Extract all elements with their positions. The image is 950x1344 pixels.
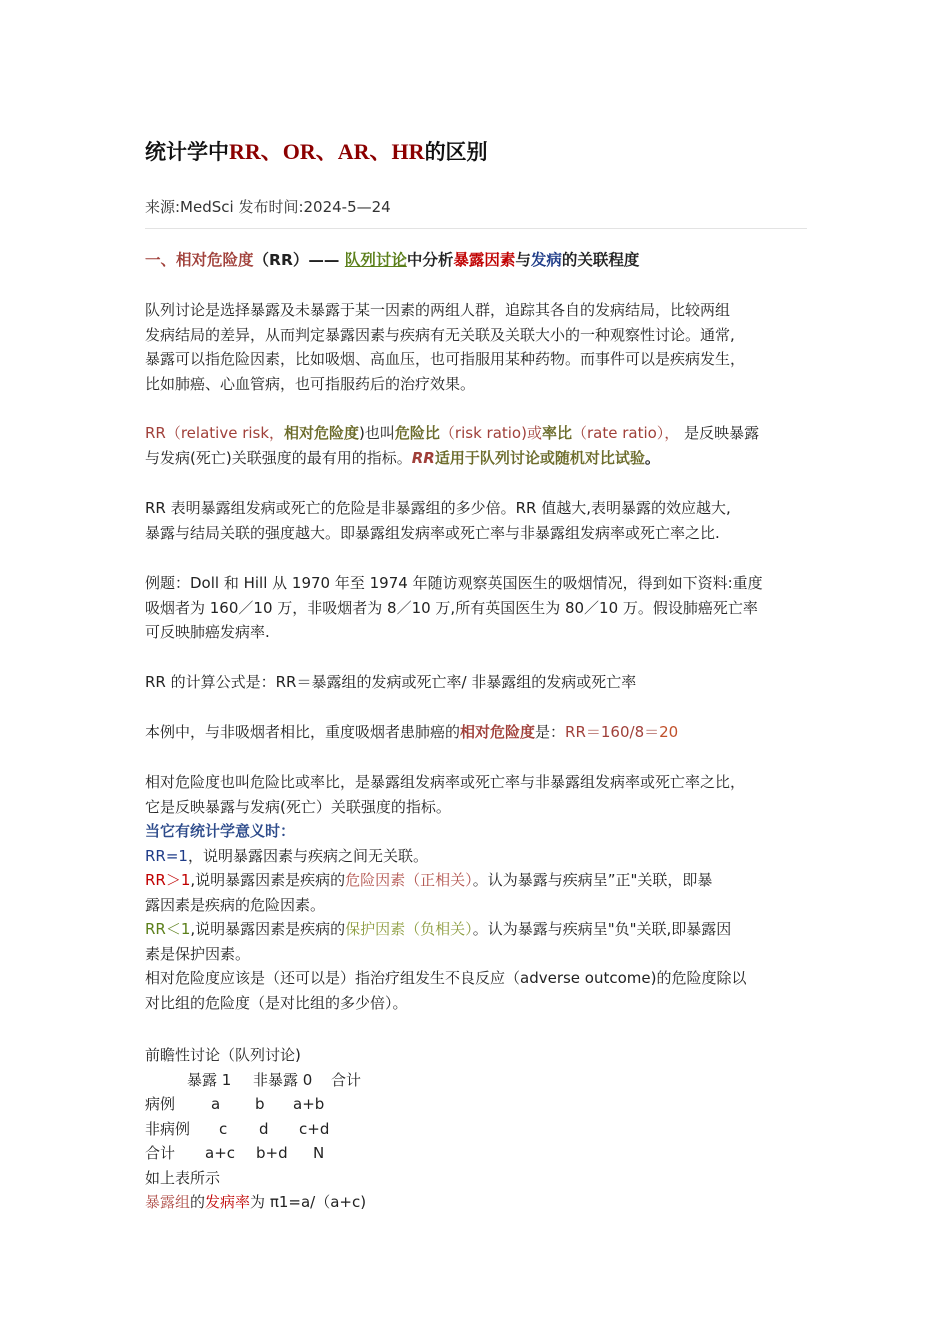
table-cell: a+c xyxy=(205,1144,236,1162)
table-cell: c+d xyxy=(299,1119,330,1138)
title-prefix: 统计学中 xyxy=(145,140,229,164)
table-cell: c xyxy=(219,1119,228,1138)
text-line: 吸烟者为 160／10 万，非吸烟者为 8／10 万,所有英国医生为 80／10 万。假设肺癌死亡率 xyxy=(145,598,758,617)
rr-def-c: )也叫 xyxy=(359,424,395,442)
table-row xyxy=(145,1117,807,1142)
text-line: 可反映肺癌发病率. xyxy=(145,623,270,641)
text-line: 它是反映暴露与发病(死亡）关联强度的指标。 xyxy=(145,797,451,816)
significance-heading: 当它有统计学意义时： xyxy=(145,822,296,840)
rr-def-h: 是反映暴露 xyxy=(679,424,760,442)
section-num: 一、 xyxy=(145,251,177,269)
text-line: 比如肺癌、心血管病，也可指服药后的治疗效果。 xyxy=(145,374,476,393)
text-line: 暴露与结局关联的强度越大。即暴露组发病率或死亡率与非暴露组发病率或死亡率之比. xyxy=(145,523,720,542)
text-line: 队列讨论是选择暴露及未暴露于某一因素的两组人群，追踪其各自的发病结局，比较两组 xyxy=(145,301,731,319)
result-d: RR＝160/8＝ xyxy=(565,723,660,741)
rr-lt1: RR＜1 xyxy=(145,920,191,938)
paragraph-cohort-intro xyxy=(145,298,807,396)
table-cell: N xyxy=(313,1144,325,1162)
rr-def-e: （risk ratio)或 xyxy=(439,424,542,442)
table-note: 如上表所示 xyxy=(145,1168,221,1187)
rr-formula: RR 的计算公式是：RR＝暴露组的发病或死亡率/ 非暴露组的发病或死亡率 xyxy=(145,673,637,691)
rr-def-b: 相对危险度 xyxy=(284,424,360,442)
rr-gt1: RR＞1 xyxy=(145,871,191,889)
table-cell: b xyxy=(255,1095,265,1113)
row-label: 非病例 xyxy=(145,1119,191,1138)
example-result xyxy=(145,720,807,745)
formula-expr: 为 π1=a/（a+c) xyxy=(250,1193,367,1211)
result-b: 相对危险度 xyxy=(460,723,536,741)
rr-gt1-tail: 。认为暴露与疾病呈”正"关联，即暴 xyxy=(472,871,713,889)
rr-def-g: （rate ratio）， xyxy=(571,424,680,442)
section-mid2: 与 xyxy=(515,251,531,269)
text-line: 发病结局的差异，从而判定暴露因素与疾病有无关联及关联大小的一种观察性讨论。通常, xyxy=(145,325,735,344)
text-line: 相对危险度应该是（还可以是）指治疗组发生不良反应（adverse outcome)的危险度除以 xyxy=(145,969,747,987)
incidence-term: 发病率 xyxy=(205,1193,251,1211)
rr-eq1: RR=1 xyxy=(145,846,188,865)
rr-def-d: 危险比 xyxy=(394,424,440,442)
table-cell: a+b xyxy=(293,1095,325,1113)
header-cell: 暴露 1 xyxy=(187,1070,232,1089)
risk-factor-term: 危险因素（正相关） xyxy=(345,871,473,889)
table-row xyxy=(145,1141,807,1166)
title-suffix: 的区别 xyxy=(424,140,488,164)
paragraph-rr-definition xyxy=(145,421,807,470)
table-cell: b+d xyxy=(256,1144,288,1162)
title-terms: RR、OR、AR、HR xyxy=(229,139,425,164)
text-line: RR 表明暴露组发病或死亡的危险是非暴露组的多少倍。RR 值越大,表明暴露的效应越大, xyxy=(145,499,731,517)
rr-eq1-text: ，说明暴露因素与疾病之间无关联。 xyxy=(187,846,428,865)
contingency-table xyxy=(145,1043,807,1215)
paragraph-significance xyxy=(145,770,807,1015)
section-mid1: 中分析 xyxy=(406,251,454,269)
text-line: 素是保护因素。 xyxy=(145,944,251,963)
rr-def-l2c: 适用于队列讨论或随机对比试验 xyxy=(434,448,645,467)
result-a: 本例中，与非吸烟者相比，重度吸烟者患肺癌的 xyxy=(145,723,461,741)
text-line: 露因素是疾病的危险因素。 xyxy=(145,895,326,914)
result-e: 20 xyxy=(659,723,679,741)
paragraph-rr-meaning xyxy=(145,496,807,545)
incidence-formula xyxy=(145,1190,807,1215)
table-row xyxy=(145,1092,807,1117)
rr-lt1-text: ,说明暴露因素是疾病的 xyxy=(190,920,346,938)
rr-def-f: 率比 xyxy=(541,424,572,442)
result-c: 是： xyxy=(535,723,566,741)
row-label: 合计 xyxy=(145,1144,176,1162)
text-line: 例题：Doll 和 Hill 从 1970 年至 1974 年随访观察英国医生的吸烟情况，得到如下资料:重度 xyxy=(145,574,763,592)
rr-def-l2a: 与发病(死亡)关联强度的最有用的指标。 xyxy=(145,448,412,467)
rr-gt1-text: ,说明暴露因素是疾病的 xyxy=(190,871,346,889)
text-line: 相对危险度也叫危险比或率比，是暴露组发病率或死亡率与非暴露组发病率或死亡率之比， xyxy=(145,773,746,791)
section-abbr: （RR）—— xyxy=(253,251,345,269)
rr-def-l2b: RR xyxy=(411,448,435,467)
section-heading xyxy=(145,248,807,273)
header-cell: 非暴露 0 xyxy=(253,1070,313,1089)
exposure-term: 暴露因素 xyxy=(453,251,516,269)
text-line: 暴露可以指危险因素，比如吸烟、高血压，也可指服用某种药物。而事件可以是疾病发生， xyxy=(145,350,746,368)
section-term: 相对危险度 xyxy=(176,251,254,269)
table-header xyxy=(145,1068,807,1093)
rr-def-a: RR（relative risk， xyxy=(145,424,285,442)
table-cell: d xyxy=(259,1119,269,1138)
paragraph-example xyxy=(145,571,807,645)
header-cell: 合计 xyxy=(331,1070,362,1089)
protective-factor-term: 保护因素（负相关） xyxy=(345,920,473,938)
page-title xyxy=(145,135,488,166)
rr-def-l2d: 。 xyxy=(644,448,660,467)
table-caption: 前瞻性讨论（队列讨论) xyxy=(145,1046,301,1064)
divider xyxy=(145,228,807,229)
exposed-group-term: 暴露组 xyxy=(145,1193,191,1211)
table-cell: a xyxy=(211,1095,221,1113)
formula-de: 的 xyxy=(190,1193,206,1211)
disease-term: 发病 xyxy=(530,251,562,269)
row-label: 病例 xyxy=(145,1095,176,1113)
section-tail: 的关联程度 xyxy=(561,251,640,269)
source-meta: 来源:MedSci 发布时间:2024-5—24 xyxy=(145,198,391,216)
rr-lt1-tail: 。认为暴露与疾病呈"负"关联,即暴露因 xyxy=(472,920,732,938)
cohort-link[interactable]: 队列讨论 xyxy=(344,251,407,269)
text-line: 对比组的危险度（是对比组的多少倍）。 xyxy=(145,993,408,1012)
